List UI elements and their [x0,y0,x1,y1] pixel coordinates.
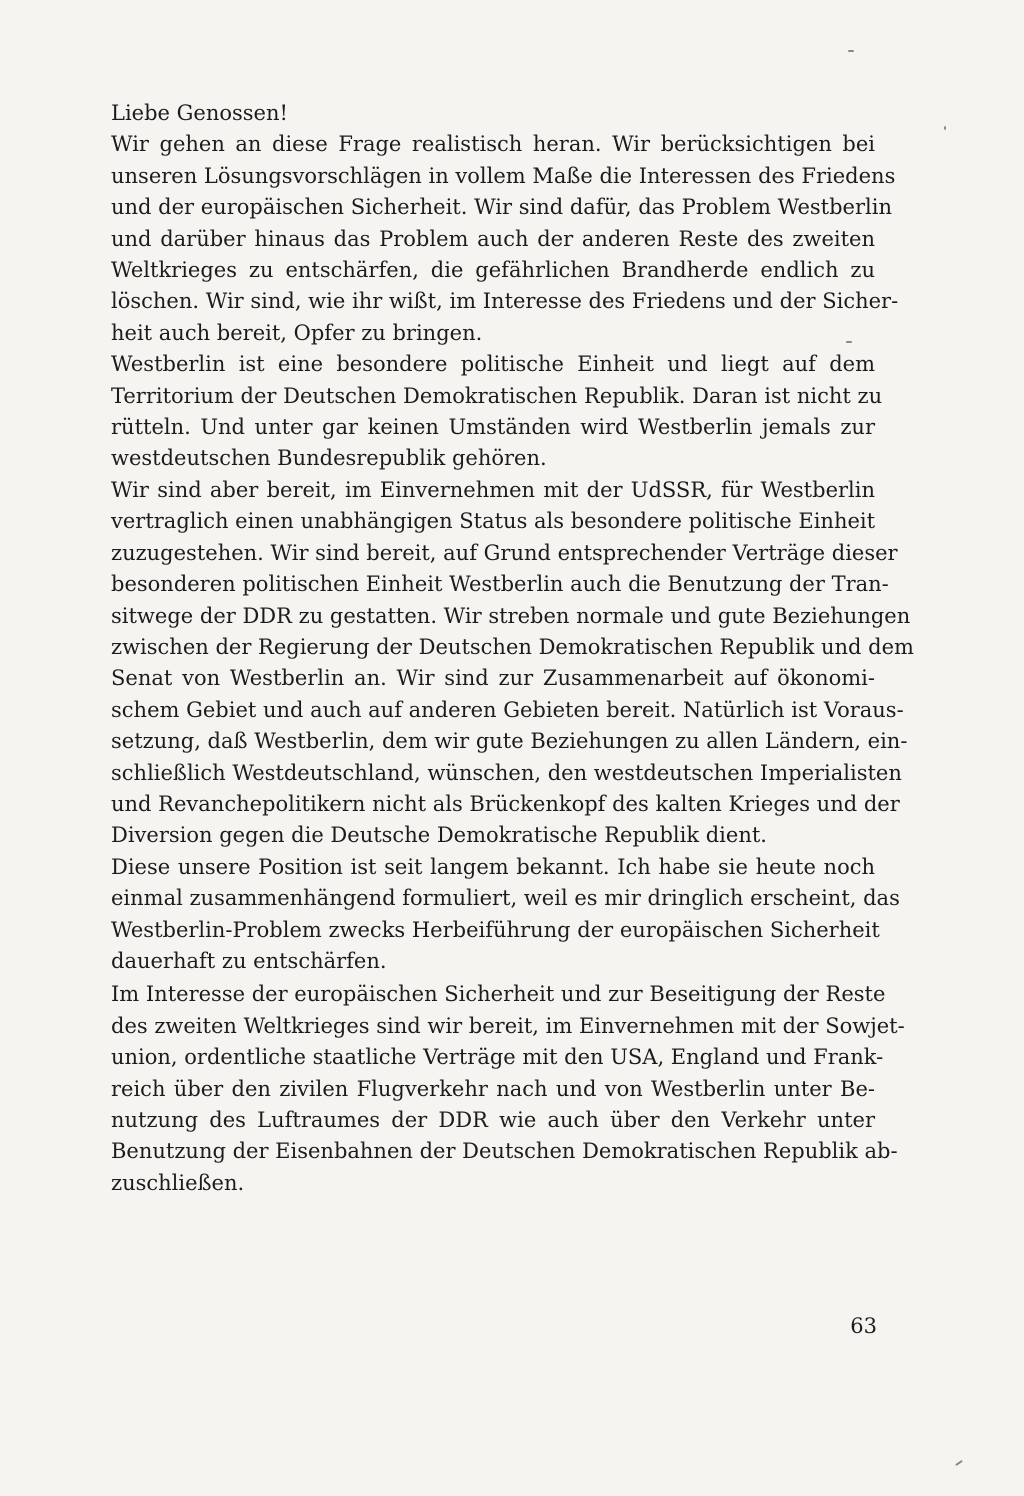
paragraph-2 [111,349,883,475]
text-line: Westberlin ist eine besondere politische Einheit und liegt auf dem [111,352,875,377]
scan-speck [846,341,852,343]
text-line: schließlich Westdeutschland, wünschen, den westdeutschen Imperialisten [111,760,902,785]
text-line: und Revanchepolitikern nicht als Brückenkopf des kalten Krieges und der [111,791,900,816]
text-line: union, ordentliche staatliche Verträge mit den USA, England und Frank- [111,1045,884,1070]
text-line: zuzugestehen. Wir sind bereit, auf Grund entsprechender Verträge dieser [111,540,898,565]
text-line: Weltkrieges zu entschärfen, die gefährlichen Brandherde endlich zu [111,258,875,283]
scan-speck [944,126,946,130]
text-line: reich über den zivilen Flugverkehr nach und von Westberlin unter Be- [111,1076,875,1101]
text-line: schem Gebiet und auch auf anderen Gebieten bereit. Natürlich ist Voraus- [111,697,904,722]
text-line: Diese unsere Position ist seit langem bekannt. Ich habe sie heute noch [111,854,875,879]
page-number: 63 [850,1314,877,1338]
text-line: setzung, daß Westberlin, dem wir gute Beziehungen zu allen Ländern, ein- [111,729,908,754]
text-line: Wir gehen an diese Frage realistisch heran. Wir berücksichtigen bei [111,132,875,157]
text-line: Benutzung der Eisenbahnen der Deutschen Demokratischen Republik ab- [111,1139,898,1164]
text-line: und der europäischen Sicherheit. Wir sind dafür, das Problem Westberlin [111,195,892,220]
text-line: Westberlin-Problem zwecks Herbeiführung der europäischen Sicherheit [111,917,880,942]
paragraph-greeting [111,98,875,129]
scan-speck [848,50,854,52]
paragraph-1 [111,129,899,349]
text-line: Wir sind aber bereit, im Einvernehmen mit der UdSSR, für Westberlin [111,477,875,502]
text-line: und darüber hinaus das Problem auch der anderen Reste des zweiten [111,226,875,251]
text-line: besonderen politischen Einheit Westberlin auch die Benutzung der Tran- [111,572,889,597]
scan-speck [955,1460,963,1466]
paragraph-5 [111,979,905,1199]
text-line: rütteln. Und unter gar keinen Umständen wird Westberlin jemals zur [111,415,875,440]
text-line: löschen. Wir sind, wie ihr wißt, im Interesse des Friedens und der Sicher- [111,289,899,314]
text-line: Territorium der Deutschen Demokratischen Republik. Daran ist nicht zu [111,383,883,408]
text-line: unseren Lösungsvorschlägen in vollem Maße die Interessen des Friedens [111,163,896,188]
text-line: westdeutschen Bundesrepublik gehören. [111,446,547,471]
text-line: sitwege der DDR zu gestatten. Wir streben normale und gute Beziehungen [111,603,911,628]
text-line: einmal zusammenhängend formuliert, weil es mir dringlich erscheint, das [111,886,900,911]
text-line: des zweiten Weltkrieges sind wir bereit, im Einvernehmen mit der Sowjet- [111,1013,905,1038]
text-line: heit auch bereit, Opfer zu bringen. [111,320,483,345]
text-line: Liebe Genossen! [111,101,288,125]
paragraph-4 [111,852,900,978]
text-line: zwischen der Regierung der Deutschen Demokratischen Republik und dem [111,634,914,659]
text-line: dauerhaft zu entschärfen. [111,948,387,973]
paragraph-3 [111,475,914,852]
body-text [111,98,914,1199]
text-line: Diversion gegen die Deutsche Demokratische Republik dient. [111,823,767,848]
text-line: nutzung des Luftraumes der DDR wie auch über den Verkehr unter [111,1108,875,1132]
text-line: zuschließen. [111,1170,245,1195]
text-line: Senat von Westberlin an. Wir sind zur Zusammenarbeit auf ökonomi- [111,666,875,691]
text-line: vertraglich einen unabhängigen Status als besondere politische Einheit [111,509,876,534]
text-line: Im Interesse der europäischen Sicherheit und zur Beseitigung der Reste [111,982,886,1007]
